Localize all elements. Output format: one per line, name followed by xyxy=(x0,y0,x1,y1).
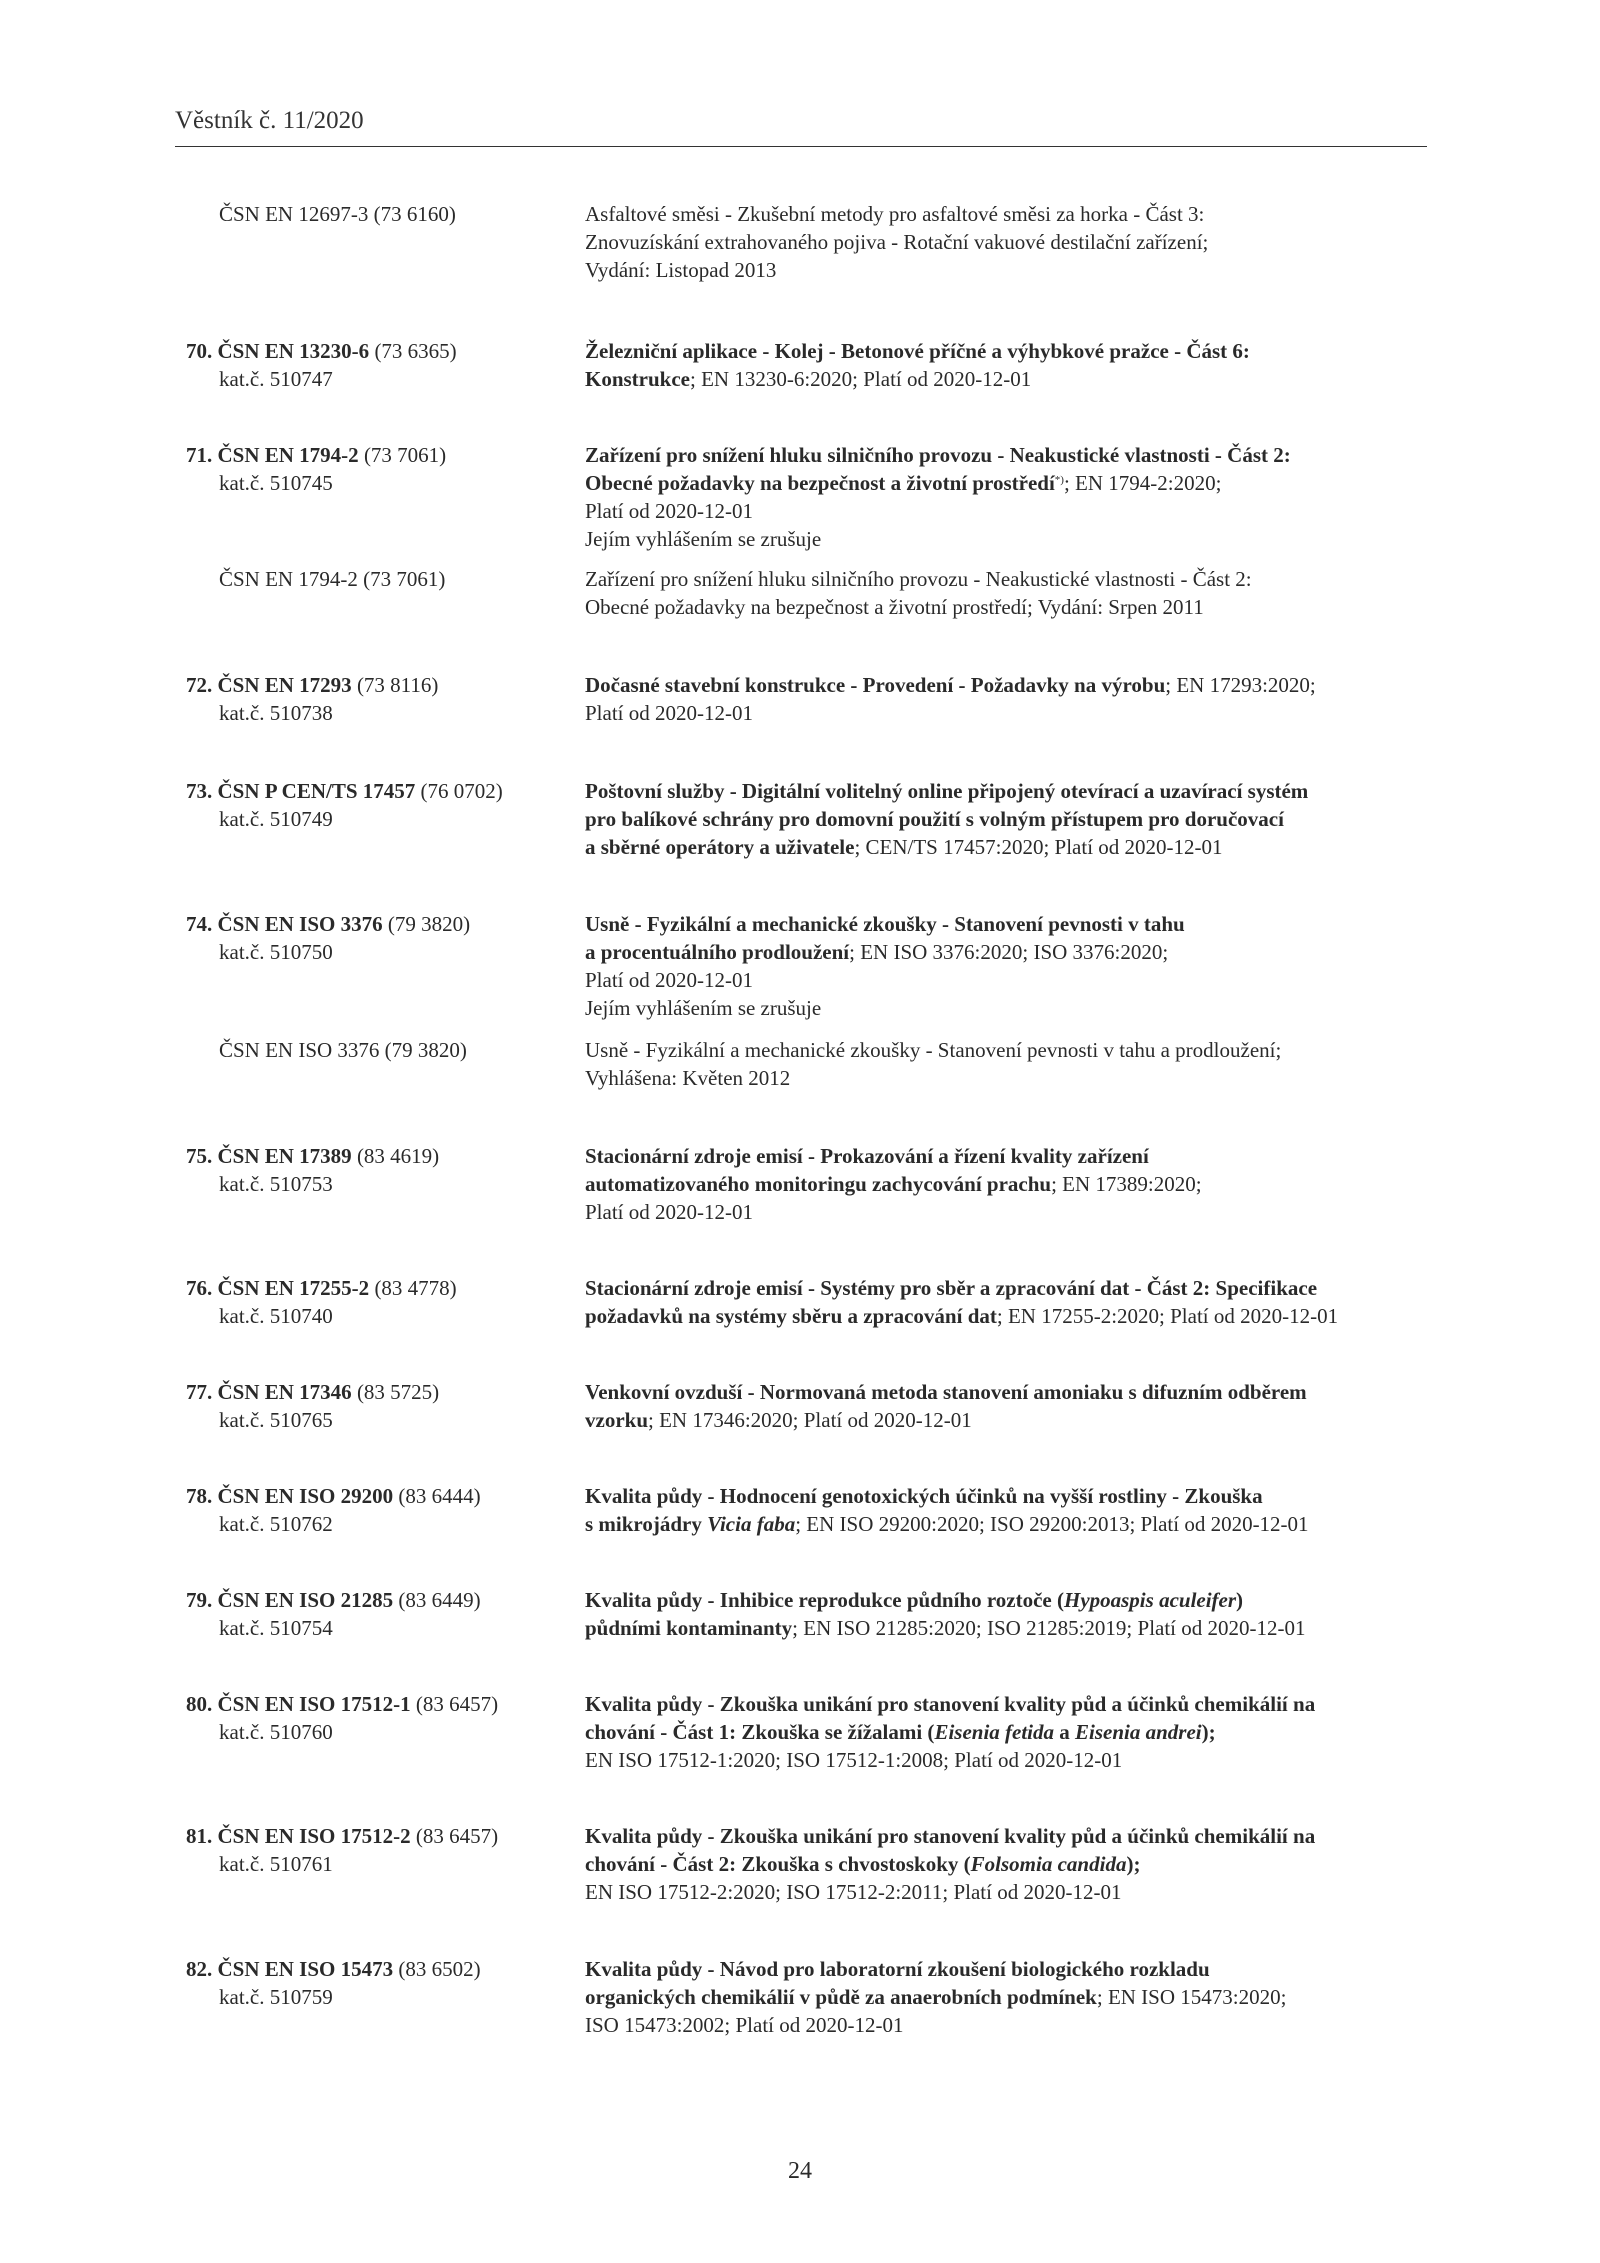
standard-description xyxy=(585,1822,1435,1906)
entry-number: 74. xyxy=(186,912,213,936)
catalog-number: kat.č. 510765 xyxy=(219,1408,333,1432)
standard-id xyxy=(186,1378,566,1434)
catalog-number: kat.č. 510759 xyxy=(219,1985,333,2009)
standard-title: ); xyxy=(1126,1852,1141,1876)
standard-code: ČSN EN ISO 17512-1 xyxy=(217,1692,411,1716)
standard-details: ; CEN/TS 17457:2020; Platí od 2020-12-01 xyxy=(854,835,1223,859)
standard-title: pro balíkové schrány pro domovní použití s volným přístupem pro doručovací xyxy=(585,807,1284,831)
standard-code: ČSN EN 17255-2 xyxy=(217,1276,370,1300)
standard-title: půdními kontaminanty xyxy=(585,1616,793,1640)
standard-id xyxy=(186,1822,566,1878)
standard-description xyxy=(585,1274,1435,1330)
withdrawn-code: ČSN EN ISO 3376 (79 3820) xyxy=(219,1038,467,1062)
standard-code: ČSN P CEN/TS 17457 xyxy=(217,779,416,803)
catalog-number: kat.č. 510760 xyxy=(219,1720,333,1744)
standard-description xyxy=(585,441,1435,553)
standard-title: Venkovní ovzduší - Normovaná metoda stanovení amoniaku s difuzním odběrem xyxy=(585,1380,1307,1404)
entry-number: 73. xyxy=(186,779,213,803)
classification-code: (83 6449) xyxy=(393,1588,481,1612)
classification-code: (83 6457) xyxy=(410,1692,499,1716)
standard-id xyxy=(186,671,566,727)
standard-title: a sběrné operátory a uživatele xyxy=(585,835,855,859)
page-number: 24 xyxy=(788,2158,812,2184)
standard-title: s mikrojádry xyxy=(585,1512,708,1536)
standard-code: ČSN EN ISO 17512-2 xyxy=(217,1824,411,1848)
standard-title: Železniční aplikace - Kolej - Betonové příčné a výhybkové pražce - Část 6: xyxy=(585,339,1250,363)
standard-id xyxy=(186,1955,566,2011)
standard-title: Stacionární zdroje emisí - Prokazování a řízení kvality zařízení xyxy=(585,1144,1149,1168)
standard-title: Poštovní služby - Digitální volitelný online připojený otevírací a uzavírací systém xyxy=(585,779,1309,803)
standard-title: Usně - Fyzikální a mechanické zkoušky - Stanovení pevnosti v tahu xyxy=(585,912,1185,936)
standard-title: automatizovaného monitoringu zachycování prachu xyxy=(585,1172,1052,1196)
standard-title: požadavků na systémy sběru a zpracování dat xyxy=(585,1304,997,1328)
footnote-marker: *) xyxy=(1054,474,1064,486)
catalog-number: kat.č. 510749 xyxy=(219,807,333,831)
standard-details: ; EN ISO 21285:2020; ISO 21285:2019; Platí od 2020-12-01 xyxy=(792,1616,1306,1640)
catalog-number: kat.č. 510738 xyxy=(219,701,333,725)
standard-title: Kvalita půdy - Návod pro laboratorní zkoušení biologického rozkladu xyxy=(585,1957,1210,1981)
classification-code: (83 6502) xyxy=(393,1957,481,1981)
standard-details: ; EN 17346:2020; Platí od 2020-12-01 xyxy=(648,1408,972,1432)
standard-details: ; EN 13230-6:2020; Platí od 2020-12-01 xyxy=(690,367,1032,391)
standard-id xyxy=(186,1586,566,1642)
standard-description xyxy=(585,1690,1435,1774)
standard-code: ČSN EN 17389 xyxy=(217,1144,352,1168)
standard-title: a procentuálního prodloužení xyxy=(585,940,850,964)
standard-id xyxy=(186,1274,566,1330)
standard-details: EN ISO 17512-1:2020; ISO 17512-1:2008; Platí od 2020-12-01 xyxy=(585,1748,1123,1772)
catalog-number: kat.č. 510745 xyxy=(219,471,333,495)
entry-number: 78. xyxy=(186,1484,213,1508)
species-name: Vicia faba xyxy=(707,1512,796,1536)
standard-details: Jejím vyhlášením se zrušuje xyxy=(585,527,822,551)
withdrawn-line: Vyhlášena: Květen 2012 xyxy=(585,1066,791,1090)
species-name: Hypoaspis aculeifer xyxy=(1063,1588,1237,1612)
standard-details: ; EN ISO 29200:2020; ISO 29200:2013; Platí od 2020-12-01 xyxy=(795,1512,1309,1536)
standard-description xyxy=(585,1482,1435,1538)
standard-code: ČSN EN 1794-2 xyxy=(217,443,359,467)
standard-details: Jejím vyhlášením se zrušuje xyxy=(585,996,822,1020)
standard-title: Zařízení pro snížení hluku silničního provozu - Neakustické vlastnosti - Část 2: xyxy=(585,443,1291,467)
standard-details: Platí od 2020-12-01 xyxy=(585,968,753,992)
standard-details: ; EN 1794-2:2020; xyxy=(1063,471,1222,495)
withdrawn-line: Znovuzískání extrahovaného pojiva - Rotační vakuové destilační zařízení; xyxy=(585,230,1209,254)
standard-details: ; EN 17255-2:2020; Platí od 2020-12-01 xyxy=(996,1304,1339,1328)
withdrawn-line: Asfaltové směsi - Zkušební metody pro asfaltové směsi za horka - Část 3: xyxy=(585,202,1205,226)
entry-number: 70. xyxy=(186,339,213,363)
standard-title: organických chemikálií v půdě za anaerobních podmínek xyxy=(585,1985,1097,2009)
standard-code: ČSN EN ISO 21285 xyxy=(217,1588,394,1612)
standard-title: Kvalita půdy - Zkouška unikání pro stanovení kvality půd a účinků chemikálií na xyxy=(585,1692,1316,1716)
entry-number: 82. xyxy=(186,1957,213,1981)
standard-description xyxy=(585,1378,1435,1434)
standard-id xyxy=(186,441,566,497)
standard-code: ČSN EN ISO 15473 xyxy=(217,1957,394,1981)
standard-title: Kvalita půdy - Inhibice reprodukce půdního roztoče ( xyxy=(585,1588,1064,1612)
entry-number: 81. xyxy=(186,1824,213,1848)
catalog-number: kat.č. 510754 xyxy=(219,1616,333,1640)
standard-title: chování - Část 1: Zkouška se žížalami ( xyxy=(585,1720,935,1744)
catalog-number: kat.č. 510762 xyxy=(219,1512,333,1536)
species-name: Eisenia fetida xyxy=(934,1720,1055,1744)
standard-description xyxy=(585,671,1435,727)
standard-title: Kvalita půdy - Zkouška unikání pro stanovení kvality půd a účinků chemikálií na xyxy=(585,1824,1316,1848)
standard-id xyxy=(186,1482,566,1538)
standard-id xyxy=(186,910,566,966)
standard-title: Kvalita půdy - Hodnocení genotoxických účinků na vyšší rostliny - Zkouška xyxy=(585,1484,1263,1508)
standard-title: vzorku xyxy=(585,1408,648,1432)
standard-id xyxy=(186,1142,566,1198)
standard-details: EN ISO 17512-2:2020; ISO 17512-2:2011; Platí od 2020-12-01 xyxy=(585,1880,1122,1904)
catalog-number: kat.č. 510740 xyxy=(219,1304,333,1328)
classification-code: (79 3820) xyxy=(382,912,471,936)
entry-number: 79. xyxy=(186,1588,213,1612)
classification-code: (73 8116) xyxy=(351,673,439,697)
classification-code: (83 4778) xyxy=(369,1276,457,1300)
standard-details: Platí od 2020-12-01 xyxy=(585,701,753,725)
standard-title: ); xyxy=(1201,1720,1216,1744)
withdrawn-line: Obecné požadavky na bezpečnost a životní prostředí; Vydání: Srpen 2011 xyxy=(585,595,1204,619)
classification-code: (83 6457) xyxy=(410,1824,499,1848)
standard-code: ČSN EN ISO 29200 xyxy=(217,1484,394,1508)
standard-details: ; EN ISO 15473:2020; xyxy=(1096,1985,1287,2009)
withdrawn-line: Usně - Fyzikální a mechanické zkoušky - Stanovení pevnosti v tahu a prodloužení; xyxy=(585,1038,1282,1062)
standard-title: Obecné požadavky na bezpečnost a životní prostředí xyxy=(585,471,1055,495)
standard-description xyxy=(585,1955,1435,2039)
standard-title: ) xyxy=(1236,1588,1244,1612)
entry-number: 71. xyxy=(186,443,213,467)
standard-title: chování - Část 2: Zkouška s chvostoskoky ( xyxy=(585,1852,971,1876)
standard-code: ČSN EN 17293 xyxy=(217,673,352,697)
withdrawn-line: Vydání: Listopad 2013 xyxy=(585,258,777,282)
standard-description xyxy=(585,777,1435,861)
standard-title: Dočasné stavební konstrukce - Provedení - Požadavky na výrobu xyxy=(585,673,1166,697)
classification-code: (83 4619) xyxy=(351,1144,440,1168)
standard-details: Platí od 2020-12-01 xyxy=(585,499,753,523)
withdrawn-line: Zařízení pro snížení hluku silničního provozu - Neakustické vlastnosti - Část 2: xyxy=(585,567,1252,591)
standard-code: ČSN EN ISO 3376 xyxy=(217,912,383,936)
catalog-number: kat.č. 510753 xyxy=(219,1172,333,1196)
catalog-number: kat.č. 510747 xyxy=(219,367,333,391)
standard-details: ; EN 17389:2020; xyxy=(1051,1172,1202,1196)
standard-details: Platí od 2020-12-01 xyxy=(585,1200,753,1224)
withdrawn-code: ČSN EN 1794-2 (73 7061) xyxy=(219,567,446,591)
entry-number: 76. xyxy=(186,1276,213,1300)
classification-code: (83 5725) xyxy=(351,1380,440,1404)
standard-id xyxy=(186,337,566,393)
classification-code: (76 0702) xyxy=(415,779,503,803)
standard-description xyxy=(585,910,1435,1022)
classification-code: (73 7061) xyxy=(358,443,447,467)
standard-details: ISO 15473:2002; Platí od 2020-12-01 xyxy=(585,2013,904,2037)
standard-id xyxy=(186,777,566,833)
standard-title: Stacionární zdroje emisí - Systémy pro sběr a zpracování dat - Část 2: Specifikace xyxy=(585,1276,1318,1300)
entry-number: 72. xyxy=(186,673,213,697)
entry-number: 80. xyxy=(186,1692,213,1716)
standard-description xyxy=(585,1142,1435,1226)
entry-number: 75. xyxy=(186,1144,213,1168)
classification-code: (73 6365) xyxy=(369,339,457,363)
standard-title: Konstrukce xyxy=(585,367,690,391)
species-name: Folsomia candida xyxy=(970,1852,1127,1876)
classification-code: (83 6444) xyxy=(393,1484,481,1508)
entry-number: 77. xyxy=(186,1380,213,1404)
standard-code: ČSN EN 13230-6 xyxy=(217,339,370,363)
catalog-number: kat.č. 510761 xyxy=(219,1852,333,1876)
standard-description xyxy=(585,1586,1435,1642)
page-header-title: Věstník č. 11/2020 xyxy=(175,107,364,134)
standard-code: ČSN EN 17346 xyxy=(217,1380,352,1404)
withdrawn-code: ČSN EN 12697-3 (73 6160) xyxy=(219,202,456,226)
standard-details: ; EN ISO 3376:2020; ISO 3376:2020; xyxy=(849,940,1169,964)
standard-details: ; EN 17293:2020; xyxy=(1165,673,1316,697)
standard-title: a xyxy=(1054,1720,1076,1744)
catalog-number: kat.č. 510750 xyxy=(219,940,333,964)
species-name: Eisenia andrei xyxy=(1075,1720,1202,1744)
standard-description xyxy=(585,337,1435,393)
standard-id xyxy=(186,1690,566,1746)
